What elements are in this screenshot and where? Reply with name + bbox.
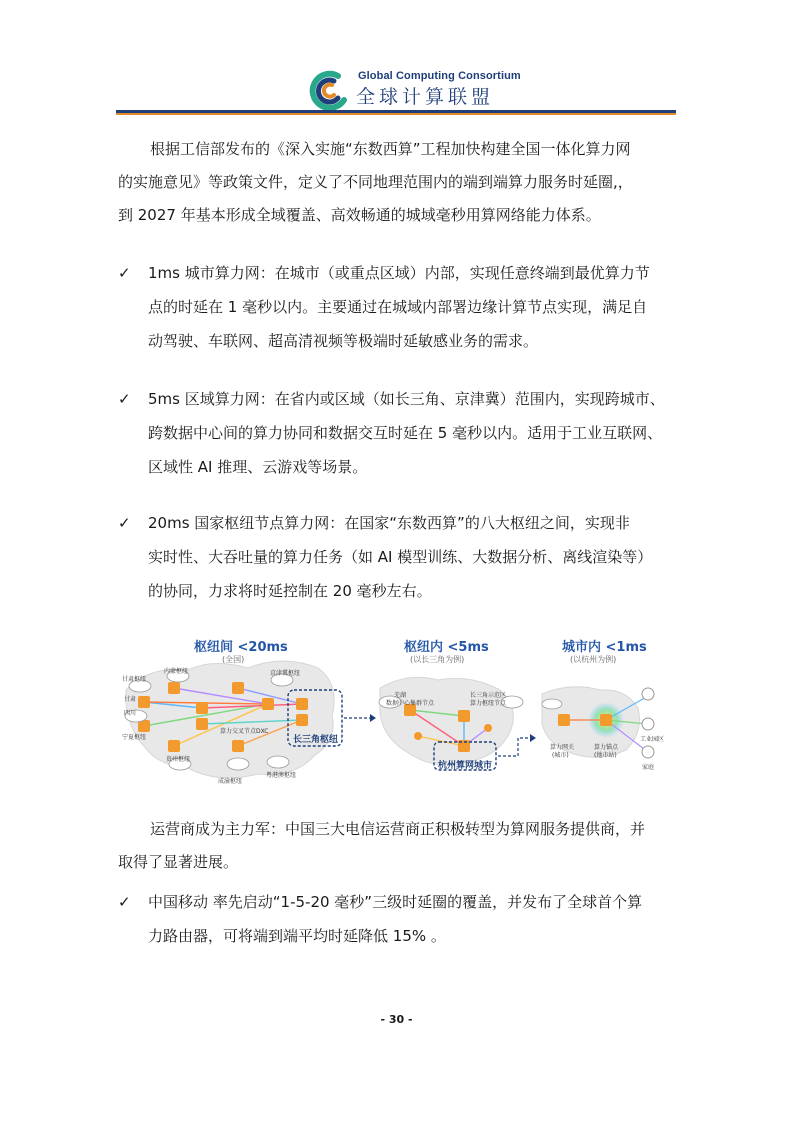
panel-title: 枢纽间 <20ms	[194, 640, 288, 655]
node-label: 工业园区	[640, 736, 665, 743]
check-icon: ✓	[118, 514, 131, 532]
node-label: 芜湖	[394, 692, 407, 699]
bullet-line: 5ms 区域算力网：在省内或区域（如长三角、京津冀）范围内，实现跨城市、	[148, 390, 665, 408]
latency-circle-figure	[118, 628, 678, 796]
node-label: 家庭	[642, 764, 655, 771]
node-label: 成渝枢纽	[218, 778, 243, 785]
panel-subtitle: (以杭州为例)	[570, 655, 617, 664]
node-label: 数据中心集群节点	[386, 700, 435, 707]
bullet-1ms	[118, 256, 678, 358]
node-label: 内蒙枢纽	[164, 668, 189, 675]
bullet-line: 力路由器，可将端到端平均时延降低 15% 。	[148, 927, 446, 945]
header-rule-orange	[116, 113, 676, 115]
panel-subtitle: (以长三角为例)	[410, 655, 465, 664]
page-header	[0, 0, 793, 115]
org-name-en: Global Computing Consortium	[358, 70, 521, 82]
intro-line: 的实施意见》等政策文件，定义了不同地理范围内的端到端算力服务时延圈,，	[118, 173, 633, 191]
bullet-line: 跨数据中心间的算力协同和数据交互时延在 5 毫秒以内。适用于工业互联网、	[148, 424, 663, 442]
node-label: 贵州枢纽	[166, 756, 191, 763]
bullet-line: 区域性 AI 推理、云游戏等场景。	[148, 458, 368, 476]
bullet-line: 实时性、大吞吐量的算力任务（如 AI 模型训练、大数据分析、离线渲染等）	[148, 548, 653, 566]
check-icon: ✓	[118, 264, 131, 282]
operators-line: 运营商成为主力军：中国三大电信运营商正积极转型为算网服务提供商，并	[150, 820, 646, 838]
bullet-line: 1ms 城市算力网：在城市（或重点区域）内部，实现任意终端到最优算力节	[148, 264, 650, 282]
consortium-logo-icon	[308, 70, 354, 110]
cloud-icons	[542, 699, 562, 709]
panel-title: 城市内 <1ms	[562, 640, 647, 655]
node-label: (城市)	[552, 752, 569, 759]
org-name-cn: 全球计算联盟	[356, 86, 495, 108]
panel-title: 枢纽内 <5ms	[404, 640, 489, 655]
bullet-china-mobile	[118, 885, 678, 953]
node-label: 算力锚点	[594, 744, 619, 751]
panel-subtitle: (全国)	[222, 655, 245, 664]
intro-paragraph	[118, 133, 678, 232]
bullet-line: 20ms 国家枢纽节点算力网：在国家“东数西算”的八大枢纽之间，实现非	[148, 514, 630, 532]
node-label: 算力枢纽节点	[470, 700, 507, 707]
node-label: 宁夏枢纽	[122, 734, 147, 741]
node-label: (地市站)	[594, 752, 617, 759]
page-number: - 30 -	[380, 1013, 413, 1026]
bullet-5ms	[118, 382, 678, 484]
bullet-line: 点的时延在 1 毫秒以内。主要通过在城域内部署边缘计算节点实现，满足自	[148, 298, 648, 316]
bullet-20ms	[118, 506, 678, 608]
node-label: 京津冀枢纽	[270, 670, 301, 677]
bullet-line: 的协同，力求将时延控制在 20 毫秒左右。	[148, 582, 432, 600]
intro-line: 根据工信部发布的《深入实施“东数西算”工程加快构建全国一体化算力网	[150, 140, 631, 158]
bullet-line: 动驾驶、车联网、超高清视频等极端时延敏感业务的需求。	[148, 332, 539, 350]
node-label: 粤港澳枢纽	[266, 772, 297, 779]
node-label: 四川	[124, 710, 137, 717]
node-label: 算力交叉节点DXC	[220, 728, 269, 735]
box-label: 长三角枢纽	[293, 735, 339, 745]
operators-line: 取得了显著进展。	[118, 853, 239, 871]
bullet-line: 中国移动 率先启动“1-5-20 毫秒”三级时延圈的覆盖，并发布了全球首个算	[148, 893, 643, 911]
node-label: 长三角示范区	[470, 692, 507, 699]
check-icon: ✓	[118, 893, 131, 911]
intro-line: 到 2027 年基本形成全域覆盖、高效畅通的城域毫秒用算网络能力体系。	[118, 206, 601, 224]
node-label: 甘肃	[124, 696, 137, 703]
node-label: 甘肃枢纽	[122, 676, 147, 683]
box-label: 杭州算网城市	[438, 761, 493, 771]
check-icon: ✓	[118, 390, 131, 408]
node-label: 算力网关	[550, 744, 575, 751]
operators-paragraph	[118, 813, 678, 879]
